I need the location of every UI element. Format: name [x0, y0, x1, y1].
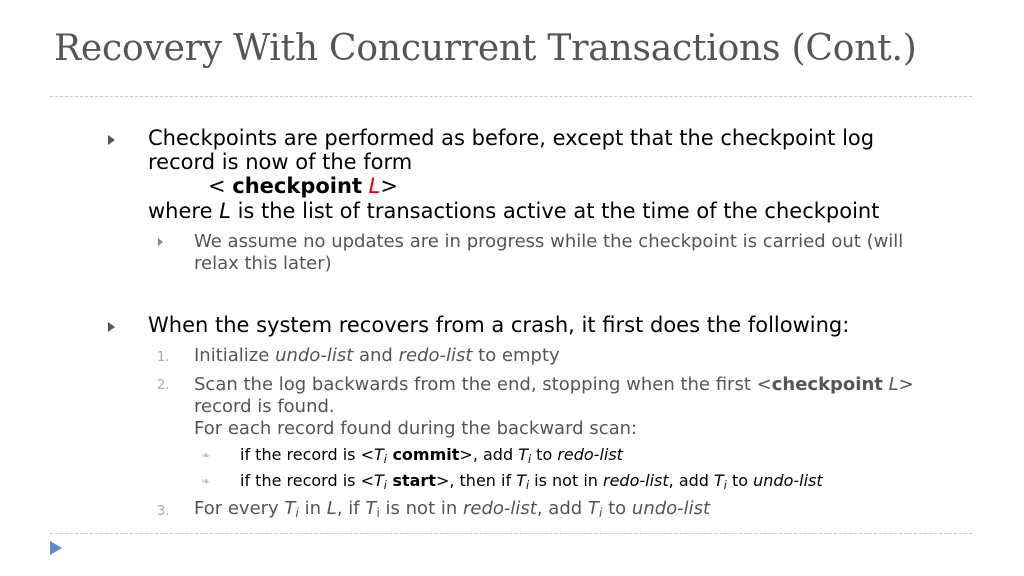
title-divider [50, 96, 972, 97]
checkpoint-record: < checkpoint L> [208, 174, 398, 198]
step1-text: Initialize undo-list and redo-list to empty [194, 345, 560, 366]
bullet2-text: When the system recovers from a crash, it first does the following: [148, 313, 850, 337]
step2-sub-b: if the record is $<T_i$ start>, then if $T_i$ is not in redo-list, add $T_i$ to undo-list [240, 471, 823, 492]
sub1-line1: We assume no updates are in progress while the checkpoint is carried out (will [194, 231, 904, 252]
step3-text: For every $T_i$ in L, if $T_i$ is not in redo-list, add $T_i$ to undo-list [194, 498, 711, 520]
next-slide-icon[interactable] [50, 541, 62, 555]
step3-number: 3. [157, 504, 170, 519]
step2-number: 2. [157, 378, 170, 393]
bullet1-line2: record is now of the form [148, 150, 413, 174]
page-title: Recovery With Concurrent Transactions (Cont.) [54, 28, 917, 69]
step2-sub-a: if the record is $<T_i$ commit>, add $T_i$ to redo-list [240, 445, 623, 466]
bullet1-line1: Checkpoints are performed as before, except that the checkpoint log [148, 126, 875, 150]
step2-line2: record is found. [194, 396, 335, 417]
step2-line3: For each record found during the backward scan: [194, 418, 638, 439]
footer-divider [50, 533, 972, 534]
leaf-bullet-icon: ❧ [201, 475, 211, 488]
bullet-arrow-icon [108, 322, 115, 332]
step2-line1: Scan the log backwards from the end, stopping when the first <checkpoint L> [194, 374, 914, 395]
leaf-bullet-icon: ❧ [201, 449, 211, 462]
bullet-arrow-icon [108, 135, 115, 145]
sub1-line2: relax this later) [194, 253, 332, 274]
step1-number: 1. [157, 350, 170, 365]
sub-bullet-arrow-icon [158, 238, 163, 246]
bullet1-where: where L is the list of transactions active at the time of the checkpoint [148, 199, 880, 223]
